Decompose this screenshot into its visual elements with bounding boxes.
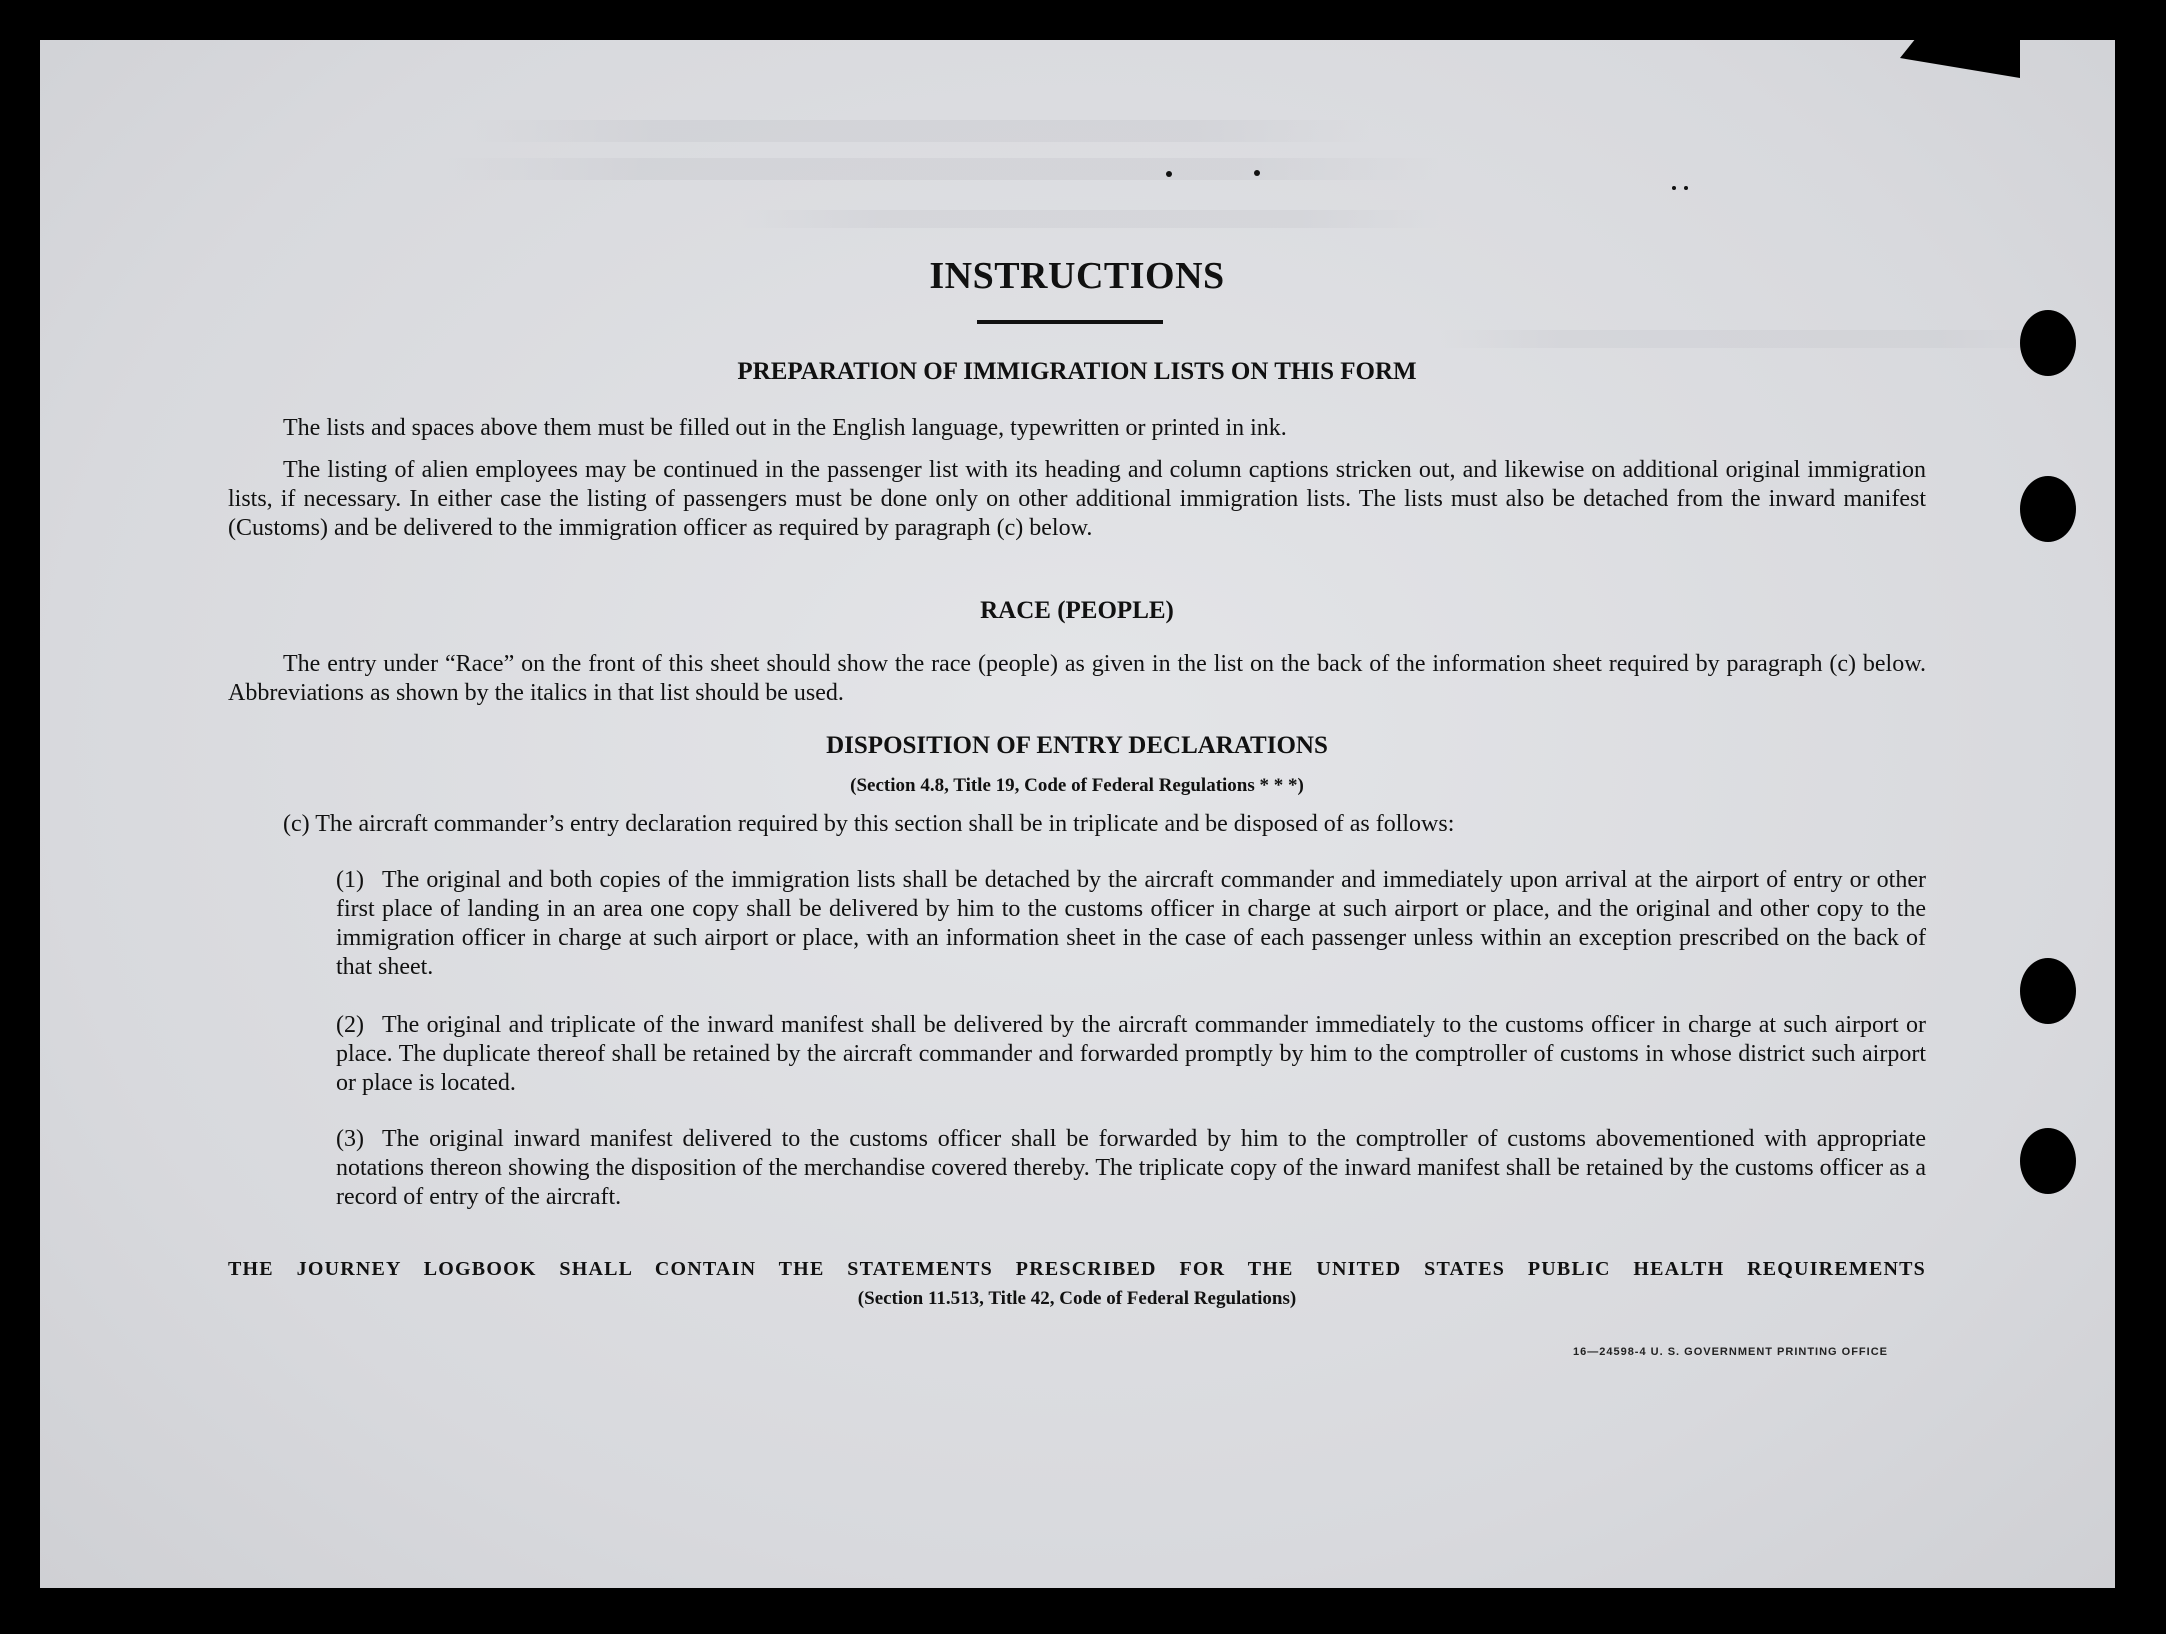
- item-number: (3): [336, 1126, 364, 1152]
- public-health-statement: THE JOURNEY LOGBOOK SHALL CONTAIN THE STATEMENTS PRESCRIBED FOR THE UNITED STATES PUBLIC HEALTH REQUIREMENTS: [228, 1258, 1926, 1280]
- bleed-through-band: [1440, 330, 2060, 348]
- page-title: INSTRUCTIONS: [929, 255, 1225, 297]
- punch-hole: [2020, 1128, 2076, 1194]
- race-paragraph: The entry under “Race” on the front of this sheet should show the race (people) as given in the list on the back of the information sheet required by paragraph (c) below. Abbreviations as shown by the italics in that list should be used.: [228, 651, 1926, 706]
- ink-speck: [1166, 171, 1172, 177]
- disposition-item-3: [336, 1125, 1926, 1212]
- preparation-paragraph-2: The listing of alien employees may be continued in the passenger list with its heading and column captions stricken out, and likewise on additional original immigration lists, if necessary. In either case the listing of passengers must be done only on other additional immigration lists. The lists must also be detached from the inward manifest (Customs) and be delivered to the immigration officer as required by paragraph (c) below.: [228, 457, 1926, 541]
- item-text: The original and triplicate of the inward manifest shall be delivered by the aircraft commander immediately to the customs officer in charge at such airport or place. The duplicate thereof shall be retained by the aircraft commander and forwarded promptly by him to the comptroller of customs in whose district such airport or place is located.: [336, 1012, 1926, 1096]
- disposition-citation: (Section 4.8, Title 19, Code of Federal Regulations * * *): [850, 775, 1304, 796]
- disposition-intro: (c) The aircraft commander’s entry declaration required by this section shall be in triplicate and be disposed of as follows:: [283, 811, 1455, 837]
- ink-speck: [1254, 170, 1260, 176]
- disposition-item-2: [336, 1011, 1926, 1098]
- public-health-citation: (Section 11.513, Title 42, Code of Federal Regulations): [857, 1288, 1297, 1309]
- item-text: The original inward manifest delivered to the customs officer shall be forwarded by him to the comptroller of customs abovementioned with appropriate notations thereon showing the disposition of the merchandise covered thereby. The triplicate copy of the inward manifest shall be retained by the customs officer as a record of entry of the aircraft.: [336, 1126, 1926, 1210]
- ink-speck: [1684, 186, 1688, 190]
- punch-hole: [2020, 476, 2076, 542]
- preparation-paragraph-1: The lists and spaces above them must be filled out in the English language, typewritten or printed in ink.: [283, 415, 1287, 441]
- preparation-heading: PREPARATION OF IMMIGRATION LISTS ON THIS FORM: [737, 358, 1417, 385]
- punch-hole: [2020, 958, 2076, 1024]
- item-number: (1): [336, 867, 364, 893]
- printing-office-imprint: 16—24598-4 U. S. GOVERNMENT PRINTING OFFICE: [1572, 1346, 1888, 1358]
- ink-speck: [1672, 186, 1676, 190]
- bleed-through-band: [440, 158, 1440, 180]
- bleed-through-band: [470, 120, 1370, 142]
- disposition-heading: DISPOSITION OF ENTRY DECLARATIONS: [826, 732, 1328, 759]
- bleed-through-band: [740, 210, 1440, 228]
- title-underline: [977, 320, 1163, 324]
- race-heading: RACE (PEOPLE): [980, 597, 1174, 624]
- item-number: (2): [336, 1012, 364, 1038]
- punch-hole: [2020, 310, 2076, 376]
- disposition-item-1: [336, 866, 1926, 982]
- item-text: The original and both copies of the immigration lists shall be detached by the aircraft commander and immediately upon arrival at the airport of entry or other first place of landing in an area one copy shall be delivered by him to the customs officer in charge at such airport or place, and the original and other copy to the immigration officer in charge at such airport or place, with an information sheet in the case of each passenger unless within an exception prescribed on the back of that sheet.: [336, 867, 1926, 980]
